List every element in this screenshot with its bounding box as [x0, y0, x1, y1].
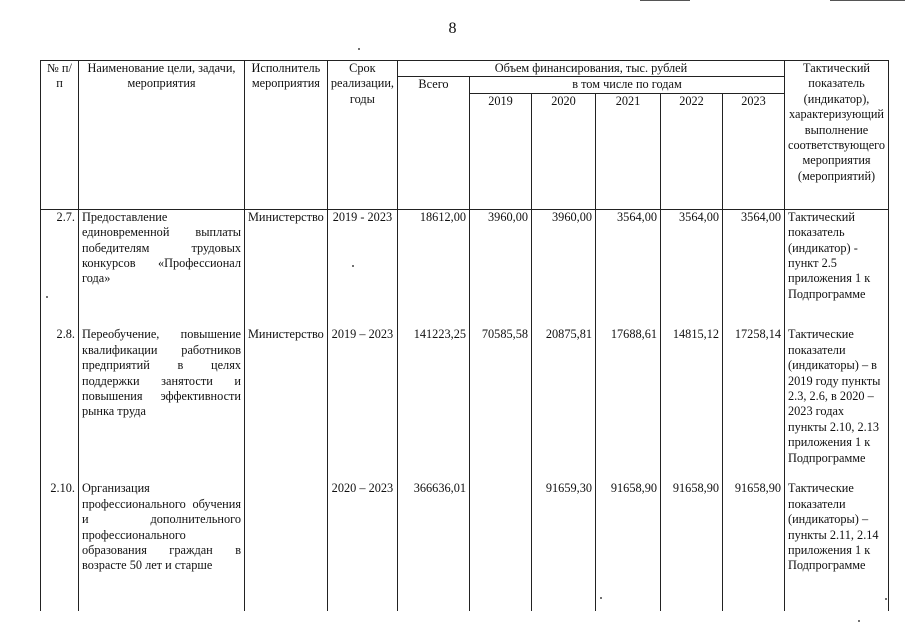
- table-row: [41, 327, 889, 481]
- header-year-2023: 2023: [723, 93, 785, 209]
- row-executor: Министерство: [245, 327, 328, 481]
- row-2022: 14815,12: [661, 327, 723, 481]
- scan-speck: [885, 598, 887, 600]
- table-row: [41, 481, 889, 611]
- row-2019: 70585,58: [470, 327, 532, 481]
- header-year-2021: 2021: [596, 93, 661, 209]
- row-2019: 3960,00: [470, 209, 532, 327]
- scan-edge-line: [640, 0, 690, 1]
- row-num: 2.7.: [41, 209, 79, 327]
- scan-edge-line: [830, 0, 905, 1]
- row-2021: 91658,90: [596, 481, 661, 611]
- header-period: Срок реализации, годы: [327, 61, 397, 210]
- page-number: 8: [448, 20, 457, 37]
- header-num: № п/п: [41, 61, 79, 210]
- row-name: Переобучение, повышение квалификации работников предприятий в целях поддержки занятости и повышения эффективности рынка труда: [79, 327, 245, 481]
- row-name: Организация профессионального обучения и дополнительного профессионального образования граждан в возрасте 50 лет и старше: [79, 481, 245, 611]
- row-num: 2.8.: [41, 327, 79, 481]
- row-2019: [470, 481, 532, 611]
- header-year-2020: 2020: [532, 93, 596, 209]
- header-year-2022: 2022: [661, 93, 723, 209]
- header-year-2019: 2019: [470, 93, 532, 209]
- table-body: [41, 209, 889, 611]
- row-indicator: Тактический показатель (индикатор) - пункт 2.5 приложения 1 к Подпрограмме: [785, 209, 889, 327]
- header-funding: Объем финансирования, тыс. рублей: [398, 61, 785, 77]
- row-total: 141223,25: [398, 327, 470, 481]
- row-2022: 3564,00: [661, 209, 723, 327]
- row-2020: 91659,30: [532, 481, 596, 611]
- header-indicator: Тактический показатель (индикатор), характеризующий выполнение соответствующего мероприятия (мероприятий): [785, 61, 889, 210]
- row-num: 2.10.: [41, 481, 79, 611]
- scan-speck: [46, 296, 48, 298]
- row-executor: Министерство: [245, 209, 328, 327]
- row-2020: 3960,00: [532, 209, 596, 327]
- row-indicator: Тактические показатели (индикаторы) – пункты 2.11, 2.14 приложения 1 к Подпрограмме: [785, 481, 889, 611]
- row-2023: 3564,00: [723, 209, 785, 327]
- header-by-years: в том числе по годам: [470, 77, 785, 93]
- scan-speck: [858, 620, 860, 622]
- header-total: Всего: [398, 77, 470, 209]
- row-indicator: Тактические показатели (индикаторы) – в 2019 году пункты 2.3, 2.6, в 2020 – 2023 годах пункты 2.10, 2.13 приложения 1 к Подпрограмме: [785, 327, 889, 481]
- header-executor: Исполнитель мероприятия: [245, 61, 328, 210]
- row-period: 2019 – 2023: [327, 327, 397, 481]
- row-executor: [245, 481, 328, 611]
- row-period: 2020 – 2023: [327, 481, 397, 611]
- row-total: 18612,00: [398, 209, 470, 327]
- row-total: 366636,01: [398, 481, 470, 611]
- table-header: [41, 61, 889, 210]
- scan-speck: [352, 265, 354, 267]
- row-2023: 17258,14: [723, 327, 785, 481]
- row-2022: 91658,90: [661, 481, 723, 611]
- funding-table-wrapper: [40, 60, 889, 611]
- funding-table: [40, 60, 889, 611]
- scan-speck: [358, 48, 360, 50]
- row-name: Предоставление единовременной выплаты победителям трудовых конкурсов «Профессионал года»: [79, 209, 245, 327]
- row-period: 2019 - 2023: [327, 209, 397, 327]
- table-row: [41, 209, 889, 327]
- row-2023: 91658,90: [723, 481, 785, 611]
- row-2021: 17688,61: [596, 327, 661, 481]
- row-2021: 3564,00: [596, 209, 661, 327]
- header-name: Наименование цели, задачи, мероприятия: [79, 61, 245, 210]
- scan-speck: [600, 597, 602, 599]
- row-2020: 20875,81: [532, 327, 596, 481]
